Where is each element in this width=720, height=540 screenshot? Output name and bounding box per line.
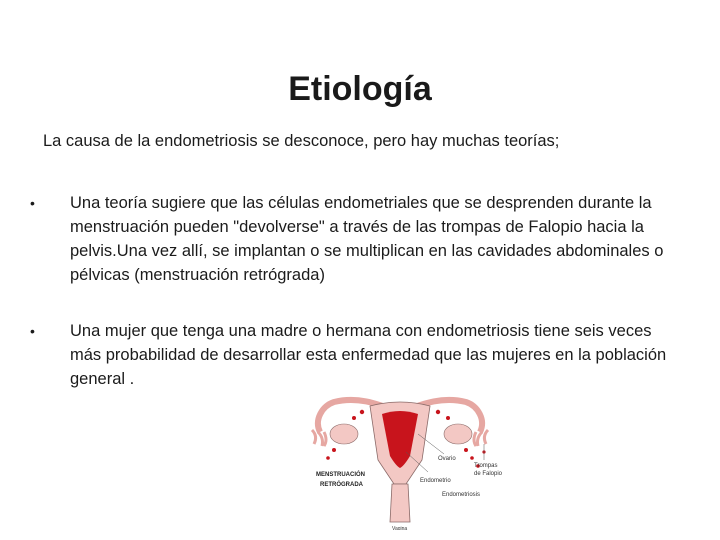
vagina-shape xyxy=(390,484,410,522)
label-retrograde-line2: RETRÓGRADA xyxy=(320,482,363,488)
blood-drop xyxy=(436,410,440,414)
label-endometrium: Endometrio xyxy=(420,478,451,484)
slide-title-text: Etiología xyxy=(288,70,432,108)
retrograde-menstruation-diagram xyxy=(298,372,502,530)
label-vagina: Vagina xyxy=(392,526,408,530)
blood-drop xyxy=(332,448,336,452)
intro-text: La causa de la endometriosis se desconoce, pero hay muchas teorías; xyxy=(43,132,560,150)
left-ovary xyxy=(330,424,358,444)
bullet-marker: • xyxy=(30,195,35,211)
label-endometriosis: Endometriosis xyxy=(442,492,481,498)
right-ovary xyxy=(444,424,472,444)
blood-drop xyxy=(352,416,356,420)
blood-drop xyxy=(326,456,330,460)
label-retrograde-line1: MENSTRUACIÓN xyxy=(316,472,365,478)
blood-drop xyxy=(464,448,468,452)
label-tube-line1: Trompas xyxy=(474,463,498,469)
slide-title xyxy=(0,70,720,109)
blood-drop xyxy=(360,410,364,414)
bullet-marker: • xyxy=(30,323,35,339)
bullet-text: Una mujer que tenga una madre o hermana con endometriosis tiene seis veces más probabilidad de desarrollar esta enfermedad que las mujeres en la población general . xyxy=(70,322,667,388)
label-ovary: Ovario xyxy=(438,456,456,462)
label-tube-line2: de Falopio xyxy=(474,471,502,477)
bullet-text: Una teoría sugiere que las células endometriales que se desprenden durante la menstruación pueden "devolverse" a través de las trompas de Falopio hacia la pelvis.Una vez allí, se implantan o se multiplican en las cavidades abdominales o pélvicas (menstruación retrógrada) xyxy=(70,194,664,284)
blood-drop xyxy=(470,456,474,460)
blood-drop xyxy=(446,416,450,420)
